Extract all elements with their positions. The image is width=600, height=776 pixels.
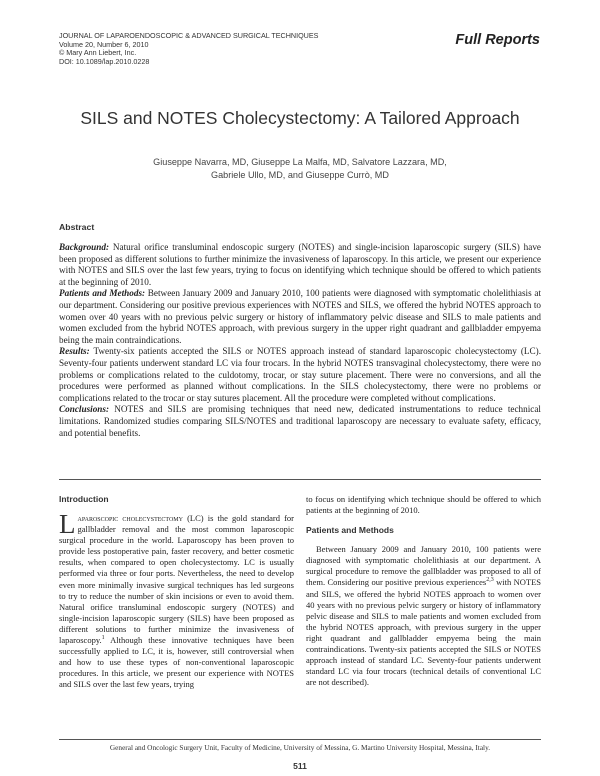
abstract-methods xyxy=(59,288,541,346)
ref-2-3: 2,3 xyxy=(486,577,494,584)
results-label: Results: xyxy=(59,346,90,357)
ref-1: 1 xyxy=(101,635,105,642)
page-number: 511 xyxy=(293,761,307,771)
abstract-body xyxy=(59,242,541,439)
section-label: Full Reports xyxy=(455,32,540,48)
methods-text: Between January 2009 and January 2010, 100 patients were diagnosed with symptomatic cholelithiasis at our department. Considering our positive previous experiences with NOTES and SILS, we offered the hybrid NOTES approach to women over 40 years with no previous pelvic surgery or history of inflammatory pelvic disease and SILS to male patients and women excluded from the hybrid NOTES approach, with previous surgery in the upper right quadrant and gallbladder empyema being the main contraindications. xyxy=(59,288,542,345)
right-column xyxy=(306,494,541,688)
methods-paragraph xyxy=(306,544,541,688)
journal-doi: DOI: 10.1089/lap.2010.0228 xyxy=(59,56,150,66)
authors-line-1: Giuseppe Navarra, MD, Giuseppe La Malfa, MD, Salvatore Lazzara, MD, xyxy=(153,157,447,167)
author-list xyxy=(0,156,600,182)
journal-name: JOURNAL OF LAPAROENDOSCOPIC & ADVANCED SURGICAL TECHNIQUES xyxy=(59,31,319,40)
methods-label: Patients and Methods: xyxy=(59,288,146,299)
affiliation-footnote: General and Oncologic Surgery Unit, Faculty of Medicine, University of Messina, G. Martino University Hospital, Messina, Italy. xyxy=(109,743,491,752)
conclusions-text: NOTES and SILS are promising techniques that need new, dedicated instrumentations to reduce technical limitations. Randomized studies comparing SILS/NOTES and traditional laparoscopy are necessary to evaluate safety, efficacy, and potential benefits. xyxy=(59,404,541,438)
abstract-heading: Abstract xyxy=(59,222,95,232)
intro-smallcaps: aparoscopic cholecystectomy xyxy=(77,513,183,523)
drop-cap: L xyxy=(59,509,76,539)
methods-heading: Patients and Methods xyxy=(306,525,394,536)
journal-volume: Volume 20, Number 6, 2010 xyxy=(59,39,149,49)
methods-text-a: Between January 2009 and January 2010, 100 patients were diagnosed with symptomatic cholelithiasis at our department. A surgical procedure to remove the gallbladder was proposed to all of them. Considering our positive previous experiences xyxy=(306,544,541,588)
journal-publisher: © Mary Ann Liebert, Inc. xyxy=(59,48,137,58)
section-divider xyxy=(59,479,541,480)
intro-text-a: (LC) is the gold standard for gallbladder removal and the most common laparoscopic surgical procedure in the world. Laparoscopy has been proven to provide less postoperative pain, faster recovery, and better cosmetic results, when compared to open cholecystectomy. LC is usually performed via three or four ports. Nevertheless, the need to develop even more minimally invasive surgical techniques has led surgeons to try to reduce the number of skin incisions or even to avoid them. Natural orifice transluminal endoscopic surgery (NOTES) and single-incision laparoscopic surgery (SILS) have been proposed as different solutions to further minimize the invasiveness of laparoscopy. xyxy=(59,513,294,646)
results-text: Twenty-six patients accepted the SILS or NOTES approach instead of standard laparoscopic cholecystectomy (LC). Seventy-four patients underwent standard LC via four trocars. In the hybrid NOTES transvaginal cholecystectomy, there were no problems or complications related to the culdotomy, trocar, or stay suture placement. There were no conversions, and all the procedures were performed as planned without complications. In the SILS cholecystectomy, there were no problems or complications related to the trocar or stay sutures placement. All the procedure were completed without complications. xyxy=(59,346,541,403)
methods-text-b: with NOTES and SILS, we offered the hybrid NOTES approach to women over 40 years with no previous pelvic surgery or history of inflammatory pelvic disease and SILS to male patients and women excluded from the hybrid NOTES approach, with previous surgery in the upper right quadrant and gallbladder empyema being the main contraindications. Twenty-six patients accepted the SILS or NOTES approach instead of standard LC. Seventy-four patients underwent standard LC via four trocars (technical details of conventional LC are not described). xyxy=(306,577,542,688)
journal-info xyxy=(59,32,318,66)
intro-continuation: to focus on identifying which technique should be offered to which patients at the beginning of 2010. xyxy=(306,494,541,516)
authors-line-2: Gabriele Ullo, MD, and Giuseppe Currò, MD xyxy=(211,170,389,180)
article-title: SILS and NOTES Cholecystectomy: A Tailored Approach xyxy=(80,108,520,128)
abstract-results xyxy=(59,346,541,404)
abstract-background xyxy=(59,242,541,288)
intro-paragraph xyxy=(59,509,294,691)
abstract-conclusions xyxy=(59,404,541,439)
background-text: Natural orifice transluminal endoscopic surgery (NOTES) and single-incision laparoscopic surgery (SILS) have been proposed as different solutions to further minimize the invasiveness of laparoscopy. In this article, we present our experience with NOTES and SILS over the last few years, trying to focus on identifying which technique should be offered to which patients at the beginning of 2010. xyxy=(59,242,542,287)
background-label: Background: xyxy=(59,242,110,252)
intro-heading: Introduction xyxy=(59,494,109,504)
left-column xyxy=(59,494,294,691)
intro-text-b: Although these innovative techniques have been successfully applied to LC, it is, however, still controversial when and how to use these types of non-conventional laparoscopic procedures. In this article, we present our experience with NOTES and SILS over the last few years, trying xyxy=(59,635,294,690)
conclusions-label: Conclusions: xyxy=(59,404,110,415)
footnote-divider xyxy=(59,739,541,740)
